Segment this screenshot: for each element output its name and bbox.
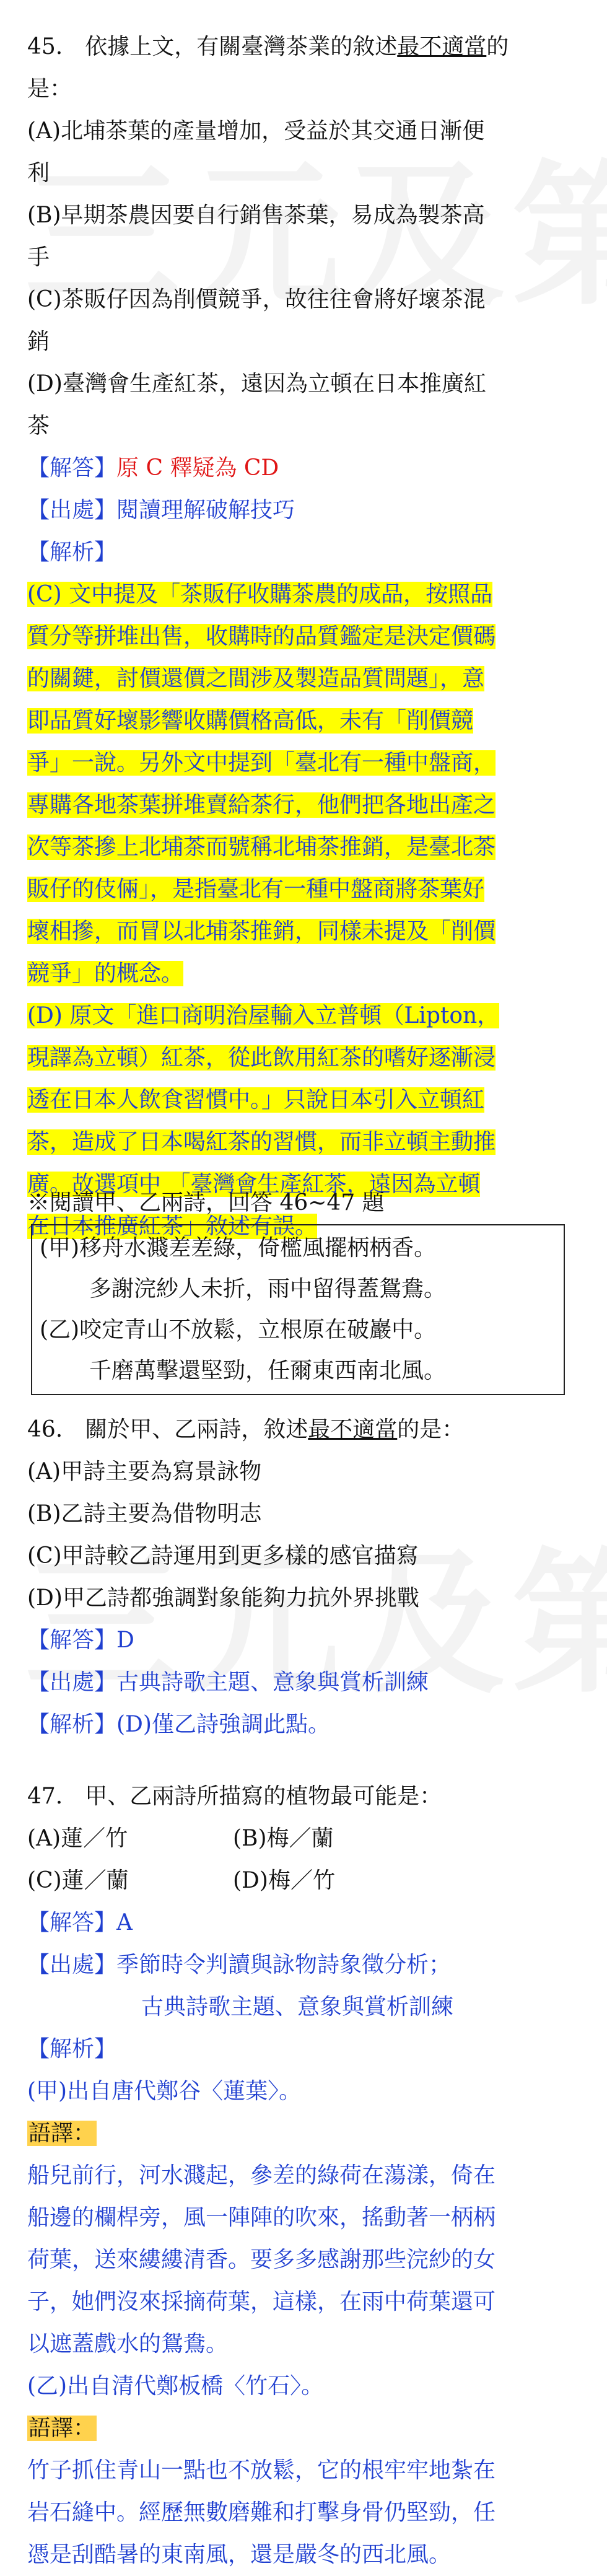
option-row	[27, 1818, 585, 1860]
translation-line: 憑是刮酷暑的東南風，還是嚴冬的西北風。	[27, 2542, 452, 2567]
emphasis-text: 最不適當	[397, 34, 487, 59]
option-line: (A)北埔茶葉的產量增加，受益於其交通日漸便	[27, 118, 485, 144]
analysis-line: 即品質好壞影響收購價格高低，未有「削價競	[27, 708, 474, 734]
question-stem: 是：	[27, 76, 72, 102]
poem-line: (乙)咬定青山不放鬆，立根原在破巖中。	[40, 1317, 437, 1343]
source-line: 【出處】閱讀理解破解技巧	[27, 497, 295, 523]
option: (D)梅／竹	[233, 1868, 335, 1893]
analysis-line: 爭」一說。另外文中提到「臺北有一種中盤商，	[27, 750, 496, 776]
answer-line: 【解答】D	[27, 1628, 134, 1653]
option-line: 銷	[27, 329, 50, 354]
translation-line: 竹子抓住青山一點也不放鬆，它的根牢牢地紮在	[27, 2458, 496, 2483]
analysis-line: 販仔的伎倆」，是指臺北有一種中盤商將茶葉好	[27, 877, 485, 902]
poem-source: (甲)出自唐代鄭谷〈蓮葉〉。	[27, 2079, 302, 2104]
analysis-line: (D) 原文「進口商明治屋輸入立普頓（Lipton，	[27, 1003, 500, 1028]
analysis-line: 次等茶摻上北埔茶而號稱北埔茶推銷，是臺北茶	[27, 835, 496, 860]
question-47	[27, 1776, 585, 2576]
option-line: (C)甲詩較乙詩運用到更多樣的感官描寫	[27, 1543, 419, 1569]
analysis-tag: 【解析】	[27, 2036, 117, 2062]
translation-line: 子，她們沒來採摘荷葉，這樣，在雨中荷葉還可	[27, 2289, 496, 2315]
option-line: (D)臺灣會生產紅茶，遠因為立頓在日本推廣紅	[27, 371, 486, 396]
analysis-tag: 【解析】	[27, 540, 117, 565]
option-line: 手	[27, 245, 50, 270]
analysis-line: 現譯為立頓）紅茶，從此飲用紅茶的嗜好逐漸浸	[27, 1045, 496, 1071]
answer-value: D	[116, 1628, 134, 1653]
option-line: 茶	[27, 413, 50, 439]
answer-line: 【解答】A	[27, 1910, 133, 1935]
option: (B)梅／蘭	[233, 1826, 334, 1851]
source-line: 古典詩歌主題、意象與賞析訓練	[141, 1994, 454, 2020]
analysis-line: 【解析】(D)僅乙詩強調此點。	[27, 1712, 330, 1737]
translation-label: 語譯：	[28, 2121, 96, 2146]
option-line: (B)乙詩主要為借物明志	[27, 1501, 262, 1527]
question-stem: 46. 關於甲、乙兩詩，敘述最不適當的是：	[27, 1417, 465, 1442]
analysis-line: 茶，造成了日本喝紅茶的習慣，而非立頓主動推	[27, 1129, 496, 1155]
option-line: (C)茶販仔因為削價競爭，故往往會將好壞茶混	[27, 287, 486, 312]
question-stem: 45. 依據上文，有關臺灣茶業的敘述最不適當的	[27, 34, 509, 59]
analysis-line: 廣。故選項中 「臺灣會生產紅茶，遠因為立頓	[27, 1172, 481, 1197]
analysis-line: (C) 文中提及「茶販仔收購茶農的成品，按照品	[27, 582, 493, 607]
poem-line: (甲)移舟水濺差差綠，倚檻風擺柄柄香。	[40, 1235, 437, 1261]
source-line: 【出處】古典詩歌主題、意象與賞析訓練	[27, 1670, 429, 1695]
translation-line: 船兒前行，河水濺起，參差的綠荷在蕩漾，倚在	[27, 2163, 496, 2188]
source-line: 【出處】季節時令判讀與詠物詩象徵分析；	[27, 1952, 452, 1978]
analysis-line: 的關鍵，討價還價之間涉及製造品質問題」，意	[27, 666, 485, 691]
emphasis-text: 最不適當	[308, 1417, 398, 1442]
question-stem: 47. 甲、乙兩詩所描寫的植物最可能是：	[27, 1784, 442, 1809]
option-line: 利	[27, 160, 50, 186]
option-line: (D)甲乙詩都強調對象能夠力抗外界挑戰	[27, 1585, 419, 1611]
translation-label: 語譯：	[28, 2416, 96, 2441]
option-line: (B)早期茶農因要自行銷售茶葉，易成為製茶高	[27, 203, 485, 228]
question-46	[27, 1409, 585, 1746]
poem-box	[31, 1224, 565, 1395]
translation-line: 船邊的欄桿旁，風一陣陣的吹來，搖動著一柄柄	[27, 2205, 496, 2230]
answer-value: 原 C 釋疑為 CD	[116, 455, 279, 481]
analysis-line: 透在日本人飲食習慣中。」只說日本引入立頓紅	[27, 1087, 485, 1113]
poem-line: 多謝浣紗人未折，雨中留得蓋鴛鴦。	[89, 1276, 447, 1302]
translation-line: 荷葉，送來縷縷清香。要多多感謝那些浣紗的女	[27, 2247, 496, 2272]
analysis-line: 在日本推廣紅茶」敘述有誤。	[27, 1214, 318, 1239]
answer-value: A	[116, 1910, 133, 1935]
option-row	[27, 1860, 585, 1902]
question-45	[27, 26, 585, 1248]
analysis-line: 壞相摻，而冒以北埔茶推銷，同樣未提及「削價	[27, 919, 496, 944]
option-line: (A)甲詩主要為寫景詠物	[27, 1459, 262, 1484]
poem-line: 千磨萬擊還堅勁，任爾東西南北風。	[89, 1358, 447, 1383]
translation-line: 以遮蓋戲水的鴛鴦。	[27, 2331, 229, 2357]
answer-line: 【解答】原 C 釋疑為 CD	[27, 455, 279, 481]
option: (A)蓮／竹	[27, 1826, 128, 1851]
translation-line: 岩石縫中。經歷無數磨難和打擊身骨仍堅勁，任	[27, 2500, 496, 2525]
analysis-line: 專購各地茶葉拼堆賣給茶行，他們把各地出產之	[27, 792, 496, 818]
poem-source: (乙)出自清代鄭板橋〈竹石〉。	[27, 2373, 324, 2399]
analysis-line: 競爭」的概念。	[27, 961, 184, 986]
reading-intro: ※閱讀甲、乙兩詩，回答 46~47 題	[27, 1190, 385, 1216]
analysis-line: 質分等拼堆出售，收購時的品質鑑定是決定價碼	[27, 624, 496, 649]
option: (C)蓮／蘭	[27, 1868, 129, 1893]
